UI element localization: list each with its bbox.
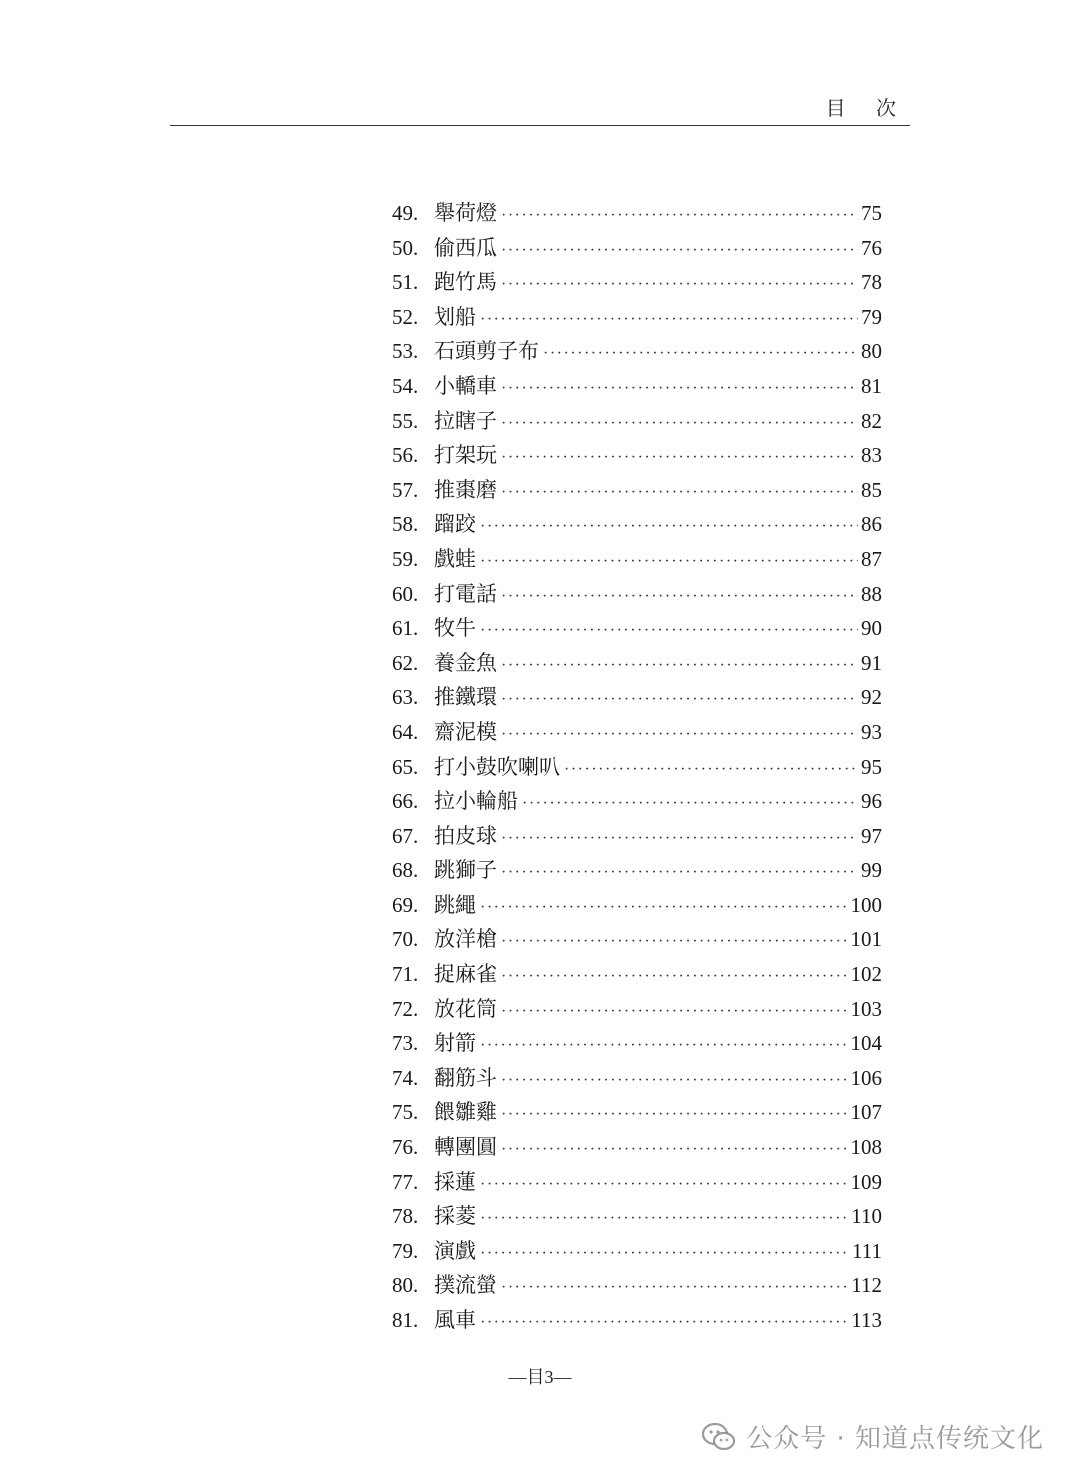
toc-entry-page: 106 [850,1065,882,1090]
toc-entry-title: 打小鼓吹喇叭 [434,754,560,779]
toc-entry-number: 78. [392,1204,419,1229]
toc-entry-number: 54. [392,373,419,398]
toc-entry [392,1026,882,1061]
toc-dot-leader [501,372,858,407]
toc-entry-title: 拉瞎子 [434,408,497,433]
toc-entry-title: 推鐵環 [434,685,497,710]
toc-dot-leader [501,960,848,995]
toc-entry-page: 104 [850,1031,882,1056]
toc-entry-page: 78 [861,270,882,295]
toc-entry [392,196,882,231]
toc-dot-leader [501,580,858,615]
toc-entry [392,888,882,923]
toc-entry-number: 51. [392,270,419,295]
toc-dot-leader [501,268,858,303]
toc-entry [392,1234,882,1269]
toc-entry [392,1199,882,1234]
toc-entry [392,334,882,369]
toc-entry-number: 62. [392,650,419,675]
toc-entry-title: 放洋槍 [434,927,497,952]
toc-entry-number: 81. [392,1308,419,1332]
toc-dot-leader [480,1029,848,1064]
running-head: 目 次 [825,96,908,120]
toc-entry [392,992,882,1027]
toc-entry-title: 跳繩 [434,892,476,917]
toc-entry [392,784,882,819]
toc-dot-leader [480,510,858,545]
toc-entry [392,404,882,439]
table-of-contents [392,196,882,1338]
toc-entry-page: 110 [851,1204,882,1229]
toc-entry-number: 61. [392,616,419,641]
toc-entry-number: 60. [392,581,419,606]
toc-dot-leader [501,856,858,891]
toc-entry-title: 跳獅子 [434,858,497,883]
toc-entry-page: 97 [861,823,882,848]
toc-entry-number: 59. [392,546,419,571]
toc-entry [392,369,882,404]
toc-entry [392,231,882,266]
toc-entry [392,542,882,577]
toc-dot-leader [501,407,858,442]
toc-entry-title: 演戲 [434,1238,476,1263]
toc-entry-title: 跑竹馬 [434,270,497,295]
toc-entry-number: 79. [392,1238,419,1263]
toc-dot-leader [501,441,858,476]
toc-dot-leader [501,1098,848,1133]
toc-entry-page: 99 [861,858,882,883]
toc-dot-leader [480,1237,849,1272]
toc-entry [392,1061,882,1096]
toc-entry-number: 75. [392,1100,419,1125]
header-rule [170,125,910,126]
toc-entry-number: 55. [392,408,419,433]
toc-entry-page: 80 [861,339,882,364]
toc-entry-number: 50. [392,235,419,260]
toc-entry [392,473,882,508]
toc-entry-number: 72. [392,996,419,1021]
toc-entry-page: 112 [851,1273,882,1298]
toc-dot-leader [480,614,858,649]
toc-entry-title: 舉荷燈 [434,201,497,225]
toc-dot-leader [480,1168,848,1203]
toc-entry-page: 91 [861,650,882,675]
toc-entry-page: 86 [861,512,882,537]
toc-entry [392,1303,882,1338]
toc-entry-title: 採蓮 [434,1169,476,1194]
toc-entry [392,300,882,335]
watermark [702,1418,1044,1455]
toc-dot-leader [480,1202,848,1237]
toc-entry-page: 108 [850,1135,882,1160]
toc-entry-title: 射箭 [434,1031,476,1056]
toc-dot-leader [501,822,858,857]
toc-entry [392,646,882,681]
toc-entry-number: 64. [392,719,419,744]
toc-entry-number: 70. [392,927,419,952]
toc-entry-title: 划船 [434,304,476,329]
toc-entry [392,819,882,854]
toc-entry-title: 餵雛雞 [434,1100,497,1125]
toc-entry-number: 73. [392,1031,419,1056]
toc-entry-title: 齋泥模 [434,719,497,744]
page-folio: —目3— [508,1367,572,1387]
toc-entry-number: 77. [392,1169,419,1194]
toc-dot-leader [501,995,848,1030]
toc-entry-page: 85 [861,477,882,502]
toc-entry-page: 83 [861,443,882,468]
toc-entry-title: 打電話 [434,581,497,606]
toc-entry-number: 56. [392,443,419,468]
toc-entry-title: 打架玩 [434,443,497,468]
toc-dot-leader [501,649,858,684]
toc-entry-number: 67. [392,823,419,848]
toc-dot-leader [501,199,858,234]
toc-entry [392,715,882,750]
toc-entry [392,922,882,957]
toc-entry-title: 偷西瓜 [434,235,497,260]
toc-entry-title: 放花筒 [434,996,497,1021]
toc-entry-page: 95 [861,754,882,779]
toc-entry-page: 93 [861,719,882,744]
toc-dot-leader [501,925,848,960]
toc-entry-title: 小轎車 [434,373,497,398]
toc-entry-title: 拍皮球 [434,823,497,848]
toc-entry-title: 轉團圓 [434,1135,497,1160]
toc-entry-page: 90 [861,616,882,641]
toc-entry-page: 107 [850,1100,882,1125]
toc-entry [392,1130,882,1165]
toc-entry-title: 推棗磨 [434,477,497,502]
toc-entry [392,957,882,992]
toc-entry-page: 96 [861,789,882,814]
toc-dot-leader [480,891,848,926]
toc-entry [392,853,882,888]
toc-dot-leader [480,545,858,580]
toc-entry-page: 92 [861,685,882,710]
toc-entry-page: 88 [861,581,882,606]
toc-entry [392,1268,882,1303]
toc-entry [392,611,882,646]
toc-entry-title: 撲流螢 [434,1273,497,1298]
toc-entry-number: 65. [392,754,419,779]
toc-entry-title: 養金魚 [434,650,497,675]
toc-entry-page: 82 [861,408,882,433]
toc-entry [392,577,882,612]
toc-entry-number: 74. [392,1065,419,1090]
toc-entry-title: 採菱 [434,1204,476,1229]
toc-dot-leader [543,337,858,372]
toc-entry-page: 102 [850,962,882,987]
toc-entry-number: 49. [392,201,419,225]
toc-entry-page: 100 [850,892,882,917]
toc-entry-title: 戲蛙 [434,546,476,571]
toc-dot-leader [501,1064,848,1099]
toc-entry-title: 蹓跤 [434,512,476,537]
toc-dot-leader [480,1306,848,1341]
toc-dot-leader [501,1133,848,1168]
toc-entry-page: 111 [852,1238,882,1263]
toc-entry-title: 牧牛 [434,616,476,641]
watermark-text: 公众号 · 知道点传统文化 [746,1424,1044,1454]
toc-entry-page: 75 [861,201,882,225]
toc-entry-page: 113 [851,1308,882,1332]
toc-entry-page: 87 [861,546,882,571]
toc-entry-title: 翻筋斗 [434,1065,497,1090]
toc-entry [392,680,882,715]
toc-dot-leader [522,787,858,822]
toc-dot-leader [480,303,858,338]
toc-entry-number: 80. [392,1273,419,1298]
toc-entry-number: 63. [392,685,419,710]
toc-dot-leader [501,1271,848,1306]
toc-dot-leader [501,476,858,511]
toc-entry [392,265,882,300]
toc-entry-number: 66. [392,789,419,814]
toc-entry-page: 101 [850,927,882,952]
toc-entry-title: 捉麻雀 [434,962,497,987]
toc-entry-number: 68. [392,858,419,883]
toc-entry-number: 58. [392,512,419,537]
toc-entry-number: 71. [392,962,419,987]
toc-dot-leader [501,718,858,753]
toc-entry-number: 76. [392,1135,419,1160]
toc-dot-leader [501,234,858,269]
toc-entry-page: 81 [861,373,882,398]
toc-entry-title: 石頭剪子布 [434,339,539,364]
toc-entry-number: 53. [392,339,419,364]
toc-entry [392,750,882,785]
toc-entry [392,438,882,473]
wechat-icon [702,1422,736,1452]
toc-entry-page: 76 [861,235,882,260]
toc-entry [392,1165,882,1200]
toc-entry-title: 拉小輪船 [434,789,518,814]
toc-dot-leader [501,683,858,718]
toc-entry-page: 103 [850,996,882,1021]
toc-entry-number: 69. [392,892,419,917]
toc-entry-title: 風車 [434,1308,476,1332]
toc-entry-page: 109 [850,1169,882,1194]
toc-entry-number: 52. [392,304,419,329]
toc-entry-page: 79 [861,304,882,329]
toc-entry [392,507,882,542]
toc-entry [392,1095,882,1130]
toc-entry-number: 57. [392,477,419,502]
toc-dot-leader [564,753,858,788]
